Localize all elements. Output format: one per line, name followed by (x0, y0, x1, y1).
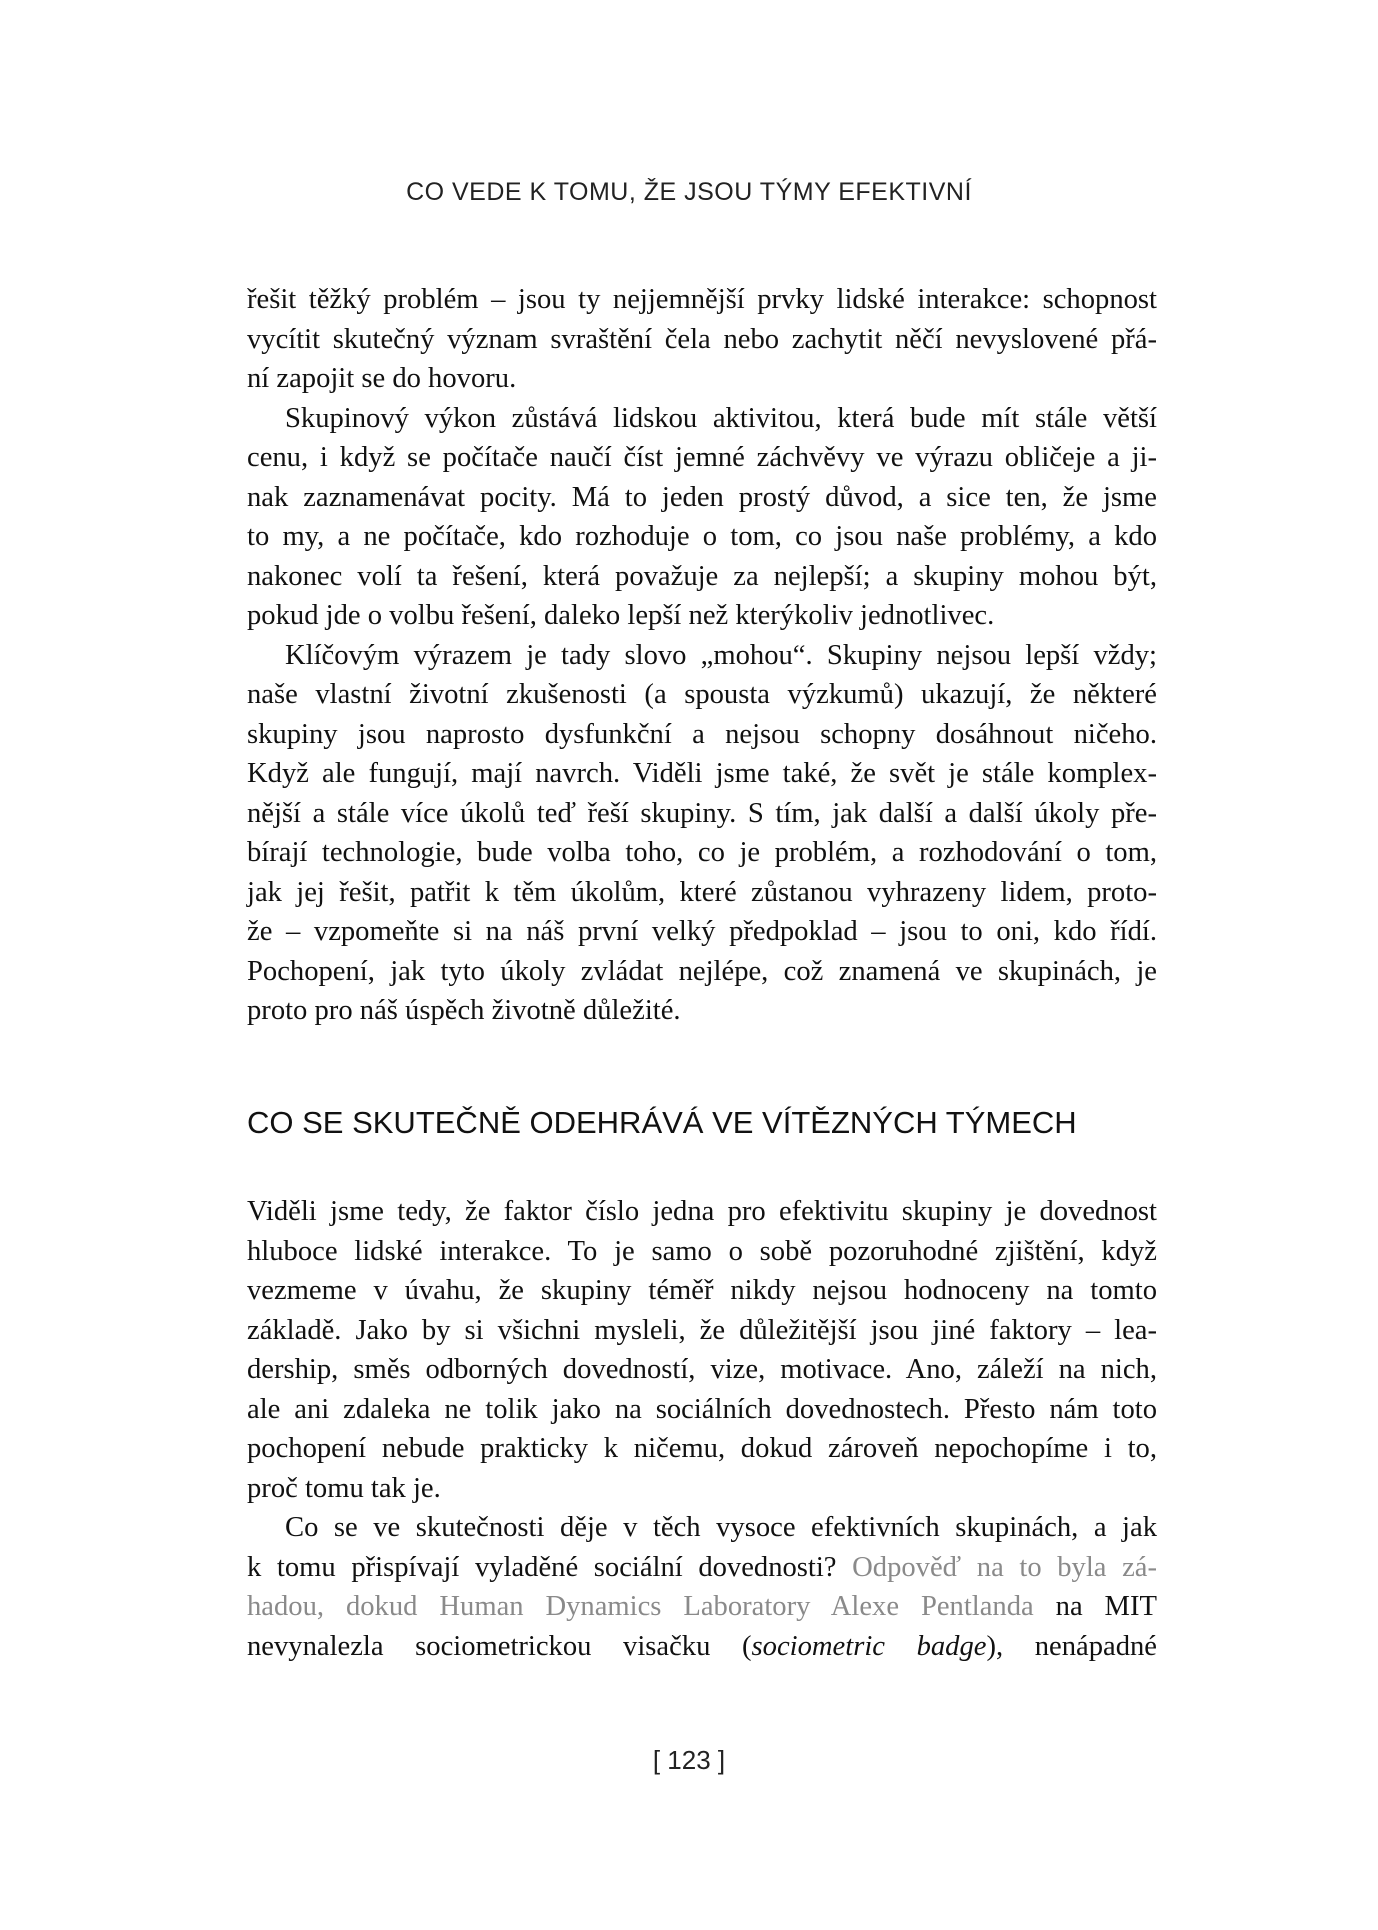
italic-term: sociometric badge (751, 1630, 987, 1662)
text-line: proto pro náš úspěch životně důležité. (247, 995, 681, 1026)
paragraph-5 (247, 1508, 1157, 1666)
text-line: že – vzpomeňte si na náš první velký předpoklad – jsou to oni, kdo řídí. (247, 916, 1157, 947)
text-line: Skupinový výkon zůstává lidskou aktivitou, která bude mít stále větší (285, 402, 1157, 434)
text-line: Když ale fungují, mají navrch. Viděli jsme také, že svět je stále komplex- (247, 758, 1157, 789)
text-line: vycítit skutečný význam svraštění čela nebo zachytit něčí nevyslovené přá- (247, 323, 1157, 355)
text-line (247, 1627, 1157, 1667)
text-line: proč tomu tak je. (247, 1472, 441, 1504)
paragraph-4 (247, 1192, 1157, 1508)
text-line: ale ani zdaleka ne tolik jako na sociálních dovednostech. Přesto nám toto (247, 1393, 1157, 1425)
text-line: dership, směs odborných dovedností, vize, motivace. Ano, záleží na nich, (247, 1354, 1157, 1385)
running-head: CO VEDE K TOMU, ŽE JSOU TÝMY EFEKTIVNÍ (406, 178, 972, 206)
text-line: Pochopení, jak tyto úkoly zvládat nejlépe, což znamená ve skupinách, je (247, 955, 1157, 987)
text-line: nější a stále více úkolů teď řeší skupiny. S tím, jak další a další úkoly pře- (247, 797, 1157, 829)
text-line: řešit těžký problém – jsou ty nejjemnější prvky lidské interakce: schopnost (247, 284, 1157, 315)
text-line: to my, a ne počítače, kdo rozhoduje o tom, co jsou naše problémy, a kdo (247, 521, 1157, 552)
text-segment: na MIT (1055, 1591, 1157, 1622)
text-line: bírají technologie, bude volba toho, co je problém, a rozhodování o tom, (247, 837, 1157, 868)
text-line: nak zaznamenávat pocity. Má to jeden prostý důvod, a sice ten, že jsme (247, 481, 1157, 513)
text-line: cenu, i když se počítače naučí číst jemné záchvěvy ve výrazu obličeje a ji- (247, 442, 1157, 473)
text-block-lower (247, 1192, 1157, 1666)
text-line: Klíčovým výrazem je tady slovo „mohou“. Skupiny nejsou lepší vždy; (285, 639, 1157, 671)
text-line: hluboce lidské interakce. To je samo o sobě pozoruhodné zjištění, když (247, 1235, 1157, 1267)
text-line: pochopení nebude prakticky k ničemu, dokud zároveň nepochopíme i to, (247, 1433, 1157, 1464)
section-heading: CO SE SKUTEČNĚ ODEHRÁVÁ VE VÍTĚZNÝCH TÝMECH (247, 1105, 1077, 1140)
text-segment: nevynalezla sociometrickou visačku ( (247, 1630, 752, 1662)
highlighted-text-segment: hadou, dokud Human Dynamics Laboratory Alexe Pentlanda (247, 1591, 1034, 1622)
text-line: Viděli jsme tedy, že faktor číslo jedna pro efektivitu skupiny je dovednost (247, 1196, 1157, 1227)
paragraph-3 (247, 636, 1157, 1031)
highlighted-text-segment: Odpověď na to byla zá- (852, 1551, 1157, 1583)
text-line (247, 1587, 1157, 1627)
text-line: jak jej řešit, patřit k těm úkolům, které zůstanou vyhrazeny lidem, proto- (247, 876, 1157, 908)
text-segment: k tomu přispívají vyladěné sociální dovednosti? (247, 1551, 837, 1583)
paragraph-1 (247, 280, 1157, 399)
paragraph-2 (247, 399, 1157, 636)
page-number: [ 123 ] (652, 1745, 726, 1775)
text-line: vezmeme v úvahu, že skupiny téměř nikdy nejsou hodnoceny na tomto (247, 1275, 1157, 1306)
text-line: naše vlastní životní zkušenosti (a spousta výzkumů) ukazují, že některé (247, 679, 1157, 710)
text-line: pokud jde o volbu řešení, daleko lepší než kterýkoliv jednotlivec. (247, 600, 995, 631)
text-segment: ), nenápadné (986, 1630, 1157, 1662)
text-line (247, 1548, 1157, 1588)
text-line: skupiny jsou naprosto dysfunkční a nejsou schopny dosáhnout ničeho. (247, 718, 1157, 750)
text-line: ní zapojit se do hovoru. (247, 363, 517, 394)
text-line: základě. Jako by si všichni mysleli, že důležitější jsou jiné faktory – lea- (247, 1314, 1157, 1346)
text-line: Co se ve skutečnosti děje v těch vysoce efektivních skupinách, a jak (285, 1512, 1157, 1543)
text-line: nakonec volí ta řešení, která považuje za nejlepší; a skupiny mohou být, (247, 560, 1157, 592)
text-block-upper (247, 280, 1157, 1031)
